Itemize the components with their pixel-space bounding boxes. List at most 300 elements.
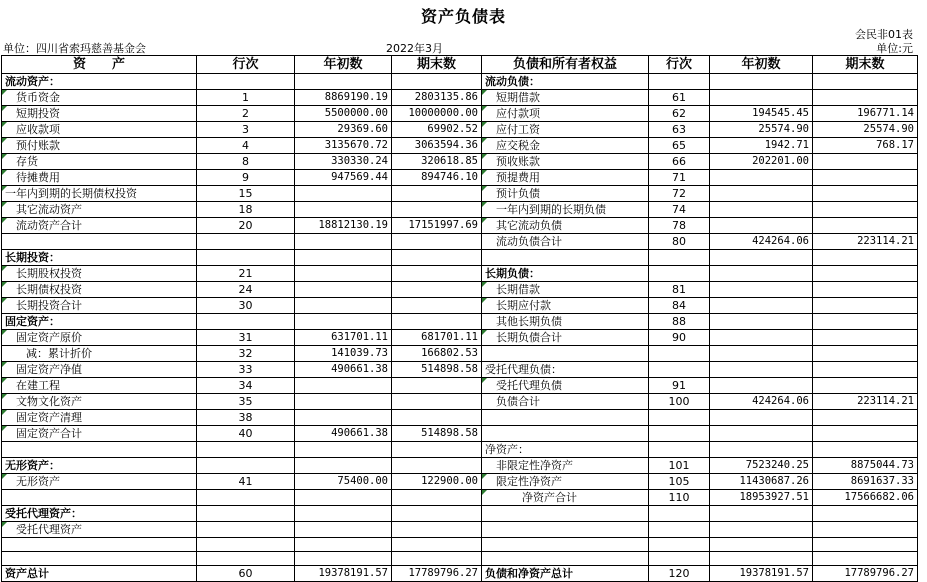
begin-amount-cell[interactable]: 1942.71 [710, 138, 813, 154]
asset-item-label[interactable]: 减：累计折价 [2, 346, 197, 362]
liability-item-label[interactable]: 限定性净资产 [482, 474, 649, 490]
liability-item-label[interactable]: 应付款项 [482, 106, 649, 122]
begin-amount-cell[interactable] [295, 538, 392, 552]
line-number-cell[interactable]: 105 [649, 474, 710, 490]
end-amount-cell[interactable] [813, 314, 918, 330]
line-number-cell[interactable]: 34 [197, 378, 295, 394]
line-number-cell[interactable] [649, 506, 710, 522]
line-number-cell[interactable]: 9 [197, 170, 295, 186]
organization-unit: 单位：四川省索玛慈善基金会 [3, 42, 146, 55]
line-number-cell[interactable]: 20 [197, 218, 295, 234]
line-number-cell[interactable] [649, 362, 710, 378]
table-row [2, 250, 918, 266]
header-assets: 资 产 [2, 56, 197, 74]
asset-item-label[interactable]: 文物文化资产 [2, 394, 197, 410]
liability-item-label[interactable]: 长期借款 [482, 282, 649, 298]
liability-item-label[interactable]: 长期负债： [482, 266, 649, 282]
end-amount-cell[interactable]: 69902.52 [392, 122, 482, 138]
liability-item-label[interactable]: 受托代理负债： [482, 362, 649, 378]
form-code: 会民非01表 [855, 28, 913, 41]
end-amount-cell[interactable] [813, 426, 918, 442]
end-amount-cell[interactable] [813, 266, 918, 282]
end-amount-cell[interactable]: 25574.90 [813, 122, 918, 138]
begin-amount-cell[interactable] [295, 74, 392, 90]
begin-amount-cell[interactable]: 194545.45 [710, 106, 813, 122]
begin-amount-cell[interactable]: 490661.38 [295, 362, 392, 378]
line-number-cell[interactable]: 8 [197, 154, 295, 170]
asset-item-label[interactable]: 流动资产： [2, 74, 197, 90]
line-number-cell[interactable]: 61 [649, 90, 710, 106]
line-number-cell[interactable]: 4 [197, 138, 295, 154]
begin-amount-cell[interactable] [710, 250, 813, 266]
begin-amount-cell[interactable]: 3135670.72 [295, 138, 392, 154]
liability-item-label[interactable]: 一年内到期的长期负债 [482, 202, 649, 218]
line-number-cell[interactable]: 100 [649, 394, 710, 410]
end-amount-cell[interactable] [813, 410, 918, 426]
line-number-cell[interactable] [197, 506, 295, 522]
begin-amount-cell[interactable] [295, 490, 392, 506]
line-number-cell[interactable] [649, 266, 710, 282]
end-amount-cell[interactable] [392, 186, 482, 202]
begin-amount-cell[interactable]: 25574.90 [710, 122, 813, 138]
table-row [2, 506, 918, 522]
asset-item-label[interactable]: 在建工程 [2, 378, 197, 394]
begin-amount-cell[interactable] [710, 538, 813, 552]
table-row [2, 538, 918, 552]
begin-amount-cell[interactable] [295, 552, 392, 566]
line-number-cell[interactable]: 38 [197, 410, 295, 426]
header-line-no: 行次 [197, 56, 295, 74]
end-amount-cell[interactable] [813, 538, 918, 552]
end-amount-cell[interactable] [392, 458, 482, 474]
begin-amount-cell[interactable] [295, 506, 392, 522]
liability-item-label[interactable]: 流动负债： [482, 74, 649, 90]
line-number-cell[interactable]: 3 [197, 122, 295, 138]
line-number-cell[interactable] [197, 552, 295, 566]
line-number-cell[interactable] [197, 490, 295, 506]
line-number-cell[interactable]: 90 [649, 330, 710, 346]
end-amount-cell[interactable]: 166802.53 [392, 346, 482, 362]
line-number-cell[interactable]: 84 [649, 298, 710, 314]
liability-item-label[interactable]: 受托代理负债 [482, 378, 649, 394]
begin-amount-cell[interactable]: 424264.06 [710, 394, 813, 410]
begin-amount-cell[interactable] [295, 378, 392, 394]
begin-amount-cell[interactable]: 29369.60 [295, 122, 392, 138]
liability-item-label[interactable]: 应交税金 [482, 138, 649, 154]
liability-item-label[interactable]: 短期借款 [482, 90, 649, 106]
line-number-cell[interactable]: 35 [197, 394, 295, 410]
end-amount-cell[interactable]: 17789796.27 [813, 566, 918, 582]
end-amount-cell[interactable] [813, 378, 918, 394]
table-row [2, 74, 918, 90]
table-row [2, 90, 918, 106]
end-amount-cell[interactable]: 122900.00 [392, 474, 482, 490]
begin-amount-cell[interactable] [710, 362, 813, 378]
begin-amount-cell[interactable]: 202201.00 [710, 154, 813, 170]
line-number-cell[interactable]: 74 [649, 202, 710, 218]
begin-amount-cell[interactable]: 5500000.00 [295, 106, 392, 122]
asset-item-label[interactable]: 待摊费用 [2, 170, 197, 186]
end-amount-cell[interactable] [392, 538, 482, 552]
liability-item-label[interactable] [482, 552, 649, 566]
liability-item-label[interactable] [482, 346, 649, 362]
end-amount-cell[interactable] [813, 282, 918, 298]
asset-item-label[interactable]: 其它流动资产 [2, 202, 197, 218]
report-period: 2022年3月 [386, 42, 443, 55]
line-number-cell[interactable]: 80 [649, 234, 710, 250]
begin-amount-cell[interactable]: 631701.11 [295, 330, 392, 346]
asset-item-label[interactable] [2, 552, 197, 566]
table-row [2, 314, 918, 330]
end-amount-cell[interactable] [813, 218, 918, 234]
liability-item-label[interactable] [482, 506, 649, 522]
liability-item-label[interactable] [482, 426, 649, 442]
end-amount-cell[interactable] [813, 298, 918, 314]
begin-amount-cell[interactable]: 490661.38 [295, 426, 392, 442]
asset-item-label[interactable]: 长期债权投资 [2, 282, 197, 298]
begin-amount-cell[interactable] [295, 442, 392, 458]
begin-amount-cell[interactable] [710, 442, 813, 458]
liability-item-label[interactable]: 流动负债合计 [482, 234, 649, 250]
begin-amount-cell[interactable] [295, 410, 392, 426]
begin-amount-cell[interactable] [295, 394, 392, 410]
end-amount-cell[interactable] [392, 410, 482, 426]
begin-amount-cell[interactable] [710, 74, 813, 90]
end-amount-cell[interactable]: 17789796.27 [392, 566, 482, 582]
table-row [2, 522, 918, 538]
end-amount-cell[interactable]: 894746.10 [392, 170, 482, 186]
line-number-cell[interactable]: 15 [197, 186, 295, 202]
liability-item-label[interactable] [482, 250, 649, 266]
line-number-cell[interactable]: 31 [197, 330, 295, 346]
line-number-cell[interactable]: 81 [649, 282, 710, 298]
table-row [2, 474, 918, 490]
table-row [2, 234, 918, 250]
report-title: 资产负债表 [420, 7, 506, 26]
line-number-cell[interactable] [649, 552, 710, 566]
table-row [2, 442, 918, 458]
asset-item-label[interactable]: 流动资产合计 [2, 218, 197, 234]
asset-item-label[interactable]: 无形资产： [2, 458, 197, 474]
end-amount-cell[interactable] [392, 298, 482, 314]
end-amount-cell[interactable] [813, 506, 918, 522]
asset-item-label[interactable]: 受托代理资产： [2, 506, 197, 522]
line-number-cell[interactable]: 21 [197, 266, 295, 282]
table-row [2, 170, 918, 186]
asset-item-label[interactable]: 固定资产清理 [2, 410, 197, 426]
liability-item-label[interactable]: 预计负债 [482, 186, 649, 202]
begin-amount-cell[interactable] [295, 298, 392, 314]
end-amount-cell[interactable] [813, 250, 918, 266]
begin-amount-cell[interactable]: 19378191.57 [710, 566, 813, 582]
line-number-cell[interactable]: 72 [649, 186, 710, 202]
begin-amount-cell[interactable]: 424264.06 [710, 234, 813, 250]
begin-amount-cell[interactable]: 75400.00 [295, 474, 392, 490]
liability-item-label[interactable] [482, 538, 649, 552]
header-begin: 年初数 [710, 56, 813, 74]
end-amount-cell[interactable] [392, 506, 482, 522]
asset-item-label[interactable]: 货币资金 [2, 90, 197, 106]
liability-item-label[interactable]: 净资产： [482, 442, 649, 458]
asset-item-label[interactable]: 存货 [2, 154, 197, 170]
begin-amount-cell[interactable]: 11430687.26 [710, 474, 813, 490]
end-amount-cell[interactable] [392, 394, 482, 410]
begin-amount-cell[interactable]: 18812130.19 [295, 218, 392, 234]
asset-item-label[interactable] [2, 538, 197, 552]
liability-item-label[interactable]: 其它流动负债 [482, 218, 649, 234]
begin-amount-cell[interactable] [295, 186, 392, 202]
line-number-cell[interactable] [649, 250, 710, 266]
end-amount-cell[interactable] [813, 552, 918, 566]
table-row [2, 282, 918, 298]
table-row [2, 330, 918, 346]
line-number-cell[interactable]: 63 [649, 122, 710, 138]
liability-item-label[interactable]: 非限定性净资产 [482, 458, 649, 474]
begin-amount-cell[interactable]: 18953927.51 [710, 490, 813, 506]
end-amount-cell[interactable]: 8691637.33 [813, 474, 918, 490]
begin-amount-cell[interactable] [710, 314, 813, 330]
line-number-cell[interactable] [197, 74, 295, 90]
end-amount-cell[interactable] [813, 346, 918, 362]
end-amount-cell[interactable]: 196771.14 [813, 106, 918, 122]
begin-amount-cell[interactable] [295, 202, 392, 218]
line-number-cell[interactable]: 91 [649, 378, 710, 394]
end-amount-cell[interactable]: 681701.11 [392, 330, 482, 346]
end-amount-cell[interactable] [392, 490, 482, 506]
end-amount-cell[interactable] [392, 442, 482, 458]
end-amount-cell[interactable]: 2803135.86 [392, 90, 482, 106]
end-amount-cell[interactable]: 3063594.36 [392, 138, 482, 154]
table-row [2, 362, 918, 378]
begin-amount-cell[interactable] [295, 458, 392, 474]
end-amount-cell[interactable] [392, 314, 482, 330]
begin-amount-cell[interactable] [710, 410, 813, 426]
line-number-cell[interactable]: 101 [649, 458, 710, 474]
liability-item-label[interactable] [482, 410, 649, 426]
line-number-cell[interactable]: 88 [649, 314, 710, 330]
end-amount-cell[interactable]: 10000000.00 [392, 106, 482, 122]
end-amount-cell[interactable] [813, 90, 918, 106]
begin-amount-cell[interactable] [710, 202, 813, 218]
liability-item-label[interactable]: 其他长期负债 [482, 314, 649, 330]
line-number-cell[interactable]: 110 [649, 490, 710, 506]
line-number-cell[interactable] [197, 442, 295, 458]
asset-item-label[interactable]: 固定资产： [2, 314, 197, 330]
currency-unit: 单位:元 [876, 42, 913, 55]
table-row [2, 490, 918, 506]
begin-amount-cell[interactable] [710, 506, 813, 522]
begin-amount-cell[interactable] [295, 266, 392, 282]
end-amount-cell[interactable]: 320618.85 [392, 154, 482, 170]
begin-amount-cell[interactable] [710, 266, 813, 282]
table-row [2, 186, 918, 202]
begin-amount-cell[interactable] [710, 90, 813, 106]
line-number-cell[interactable]: 71 [649, 170, 710, 186]
end-amount-cell[interactable] [392, 202, 482, 218]
begin-amount-cell[interactable] [710, 426, 813, 442]
end-amount-cell[interactable] [813, 170, 918, 186]
liability-item-label[interactable]: 长期应付款 [482, 298, 649, 314]
begin-amount-cell[interactable] [710, 552, 813, 566]
end-amount-cell[interactable]: 223114.21 [813, 394, 918, 410]
table-row [2, 122, 918, 138]
liability-item-label[interactable]: 负债合计 [482, 394, 649, 410]
line-number-cell[interactable] [649, 442, 710, 458]
end-amount-cell[interactable] [392, 250, 482, 266]
end-amount-cell[interactable]: 768.17 [813, 138, 918, 154]
begin-amount-cell[interactable]: 7523240.25 [710, 458, 813, 474]
liability-item-label[interactable]: 负债和净资产总计 [482, 566, 649, 582]
table-row [2, 458, 918, 474]
table-row [2, 106, 918, 122]
line-number-cell[interactable] [197, 234, 295, 250]
begin-amount-cell[interactable] [710, 378, 813, 394]
end-amount-cell[interactable] [813, 442, 918, 458]
header-end: 期末数 [813, 56, 918, 74]
end-amount-cell[interactable] [813, 154, 918, 170]
table-row [2, 218, 918, 234]
end-amount-cell[interactable]: 17151997.69 [392, 218, 482, 234]
table-row [2, 346, 918, 362]
line-number-cell[interactable]: 62 [649, 106, 710, 122]
line-number-cell[interactable]: 41 [197, 474, 295, 490]
begin-amount-cell[interactable] [710, 282, 813, 298]
asset-item-label[interactable]: 长期股权投资 [2, 266, 197, 282]
liability-item-label[interactable] [482, 522, 649, 538]
end-amount-cell[interactable]: 514898.58 [392, 426, 482, 442]
asset-item-label[interactable] [2, 234, 197, 250]
line-number-cell[interactable] [649, 522, 710, 538]
asset-item-label[interactable]: 长期投资： [2, 250, 197, 266]
end-amount-cell[interactable]: 514898.58 [392, 362, 482, 378]
line-number-cell[interactable] [649, 410, 710, 426]
header-liabilities: 负债和所有者权益 [482, 56, 649, 74]
begin-amount-cell[interactable] [295, 234, 392, 250]
line-number-cell[interactable] [649, 538, 710, 552]
end-amount-cell[interactable]: 17566682.06 [813, 490, 918, 506]
line-number-cell[interactable] [649, 346, 710, 362]
header-line-no: 行次 [649, 56, 710, 74]
begin-amount-cell[interactable] [710, 170, 813, 186]
end-amount-cell[interactable] [813, 202, 918, 218]
line-number-cell[interactable] [197, 250, 295, 266]
asset-item-label[interactable] [2, 442, 197, 458]
begin-amount-cell[interactable]: 8869190.19 [295, 90, 392, 106]
asset-item-label[interactable]: 受托代理资产 [2, 522, 197, 538]
table-row [2, 202, 918, 218]
begin-amount-cell[interactable] [295, 522, 392, 538]
asset-item-label[interactable]: 固定资产合计 [2, 426, 197, 442]
begin-amount-cell[interactable] [710, 346, 813, 362]
line-number-cell[interactable]: 2 [197, 106, 295, 122]
end-amount-cell[interactable] [392, 282, 482, 298]
end-amount-cell[interactable] [813, 362, 918, 378]
asset-item-label[interactable]: 短期投资 [2, 106, 197, 122]
liability-item-label[interactable]: 长期负债合计 [482, 330, 649, 346]
table-row [2, 394, 918, 410]
line-number-cell[interactable] [649, 426, 710, 442]
begin-amount-cell[interactable]: 330330.24 [295, 154, 392, 170]
line-number-cell[interactable]: 1 [197, 90, 295, 106]
line-number-cell[interactable] [649, 74, 710, 90]
line-number-cell[interactable]: 40 [197, 426, 295, 442]
table-row [2, 266, 918, 282]
table-row [2, 566, 918, 582]
begin-amount-cell[interactable] [710, 218, 813, 234]
header-row [2, 56, 918, 74]
line-number-cell[interactable] [197, 314, 295, 330]
end-amount-cell[interactable]: 8875044.73 [813, 458, 918, 474]
line-number-cell[interactable]: 120 [649, 566, 710, 582]
end-amount-cell[interactable]: 223114.21 [813, 234, 918, 250]
asset-item-label[interactable]: 一年内到期的长期债权投资 [2, 186, 197, 202]
line-number-cell[interactable]: 65 [649, 138, 710, 154]
asset-item-label[interactable]: 资产总计 [2, 566, 197, 582]
end-amount-cell[interactable] [813, 186, 918, 202]
table-row [2, 378, 918, 394]
line-number-cell[interactable]: 33 [197, 362, 295, 378]
line-number-cell[interactable] [197, 522, 295, 538]
end-amount-cell[interactable] [392, 552, 482, 566]
liability-item-label[interactable]: 净资产合计 [482, 490, 649, 506]
begin-amount-cell[interactable] [710, 186, 813, 202]
end-amount-cell[interactable] [392, 234, 482, 250]
line-number-cell[interactable]: 30 [197, 298, 295, 314]
line-number-cell[interactable]: 66 [649, 154, 710, 170]
line-number-cell[interactable]: 32 [197, 346, 295, 362]
end-amount-cell[interactable] [392, 378, 482, 394]
begin-amount-cell[interactable] [295, 282, 392, 298]
asset-item-label[interactable]: 无形资产 [2, 474, 197, 490]
begin-amount-cell[interactable]: 947569.44 [295, 170, 392, 186]
line-number-cell[interactable] [197, 458, 295, 474]
begin-amount-cell[interactable]: 141039.73 [295, 346, 392, 362]
header-begin: 年初数 [295, 56, 392, 74]
asset-item-label[interactable]: 固定资产净值 [2, 362, 197, 378]
line-number-cell[interactable]: 78 [649, 218, 710, 234]
table-row [2, 410, 918, 426]
end-amount-cell[interactable] [813, 522, 918, 538]
begin-amount-cell[interactable] [710, 298, 813, 314]
begin-amount-cell[interactable]: 19378191.57 [295, 566, 392, 582]
begin-amount-cell[interactable] [710, 522, 813, 538]
line-number-cell[interactable]: 18 [197, 202, 295, 218]
line-number-cell[interactable]: 60 [197, 566, 295, 582]
table-row [2, 154, 918, 170]
asset-item-label[interactable]: 长期投资合计 [2, 298, 197, 314]
begin-amount-cell[interactable] [295, 250, 392, 266]
header-end: 期末数 [392, 56, 482, 74]
end-amount-cell[interactable] [392, 74, 482, 90]
begin-amount-cell[interactable] [710, 330, 813, 346]
asset-item-label[interactable] [2, 490, 197, 506]
asset-item-label[interactable]: 预付账款 [2, 138, 197, 154]
end-amount-cell[interactable] [392, 522, 482, 538]
begin-amount-cell[interactable] [295, 314, 392, 330]
liability-item-label[interactable]: 预提费用 [482, 170, 649, 186]
liability-item-label[interactable]: 应付工资 [482, 122, 649, 138]
end-amount-cell[interactable] [392, 266, 482, 282]
asset-item-label[interactable]: 应收款项 [2, 122, 197, 138]
line-number-cell[interactable]: 24 [197, 282, 295, 298]
liability-item-label[interactable]: 预收账款 [482, 154, 649, 170]
line-number-cell[interactable] [197, 538, 295, 552]
table-row [2, 426, 918, 442]
table-row [2, 552, 918, 566]
end-amount-cell[interactable] [813, 74, 918, 90]
end-amount-cell[interactable] [813, 330, 918, 346]
asset-item-label[interactable]: 固定资产原价 [2, 330, 197, 346]
